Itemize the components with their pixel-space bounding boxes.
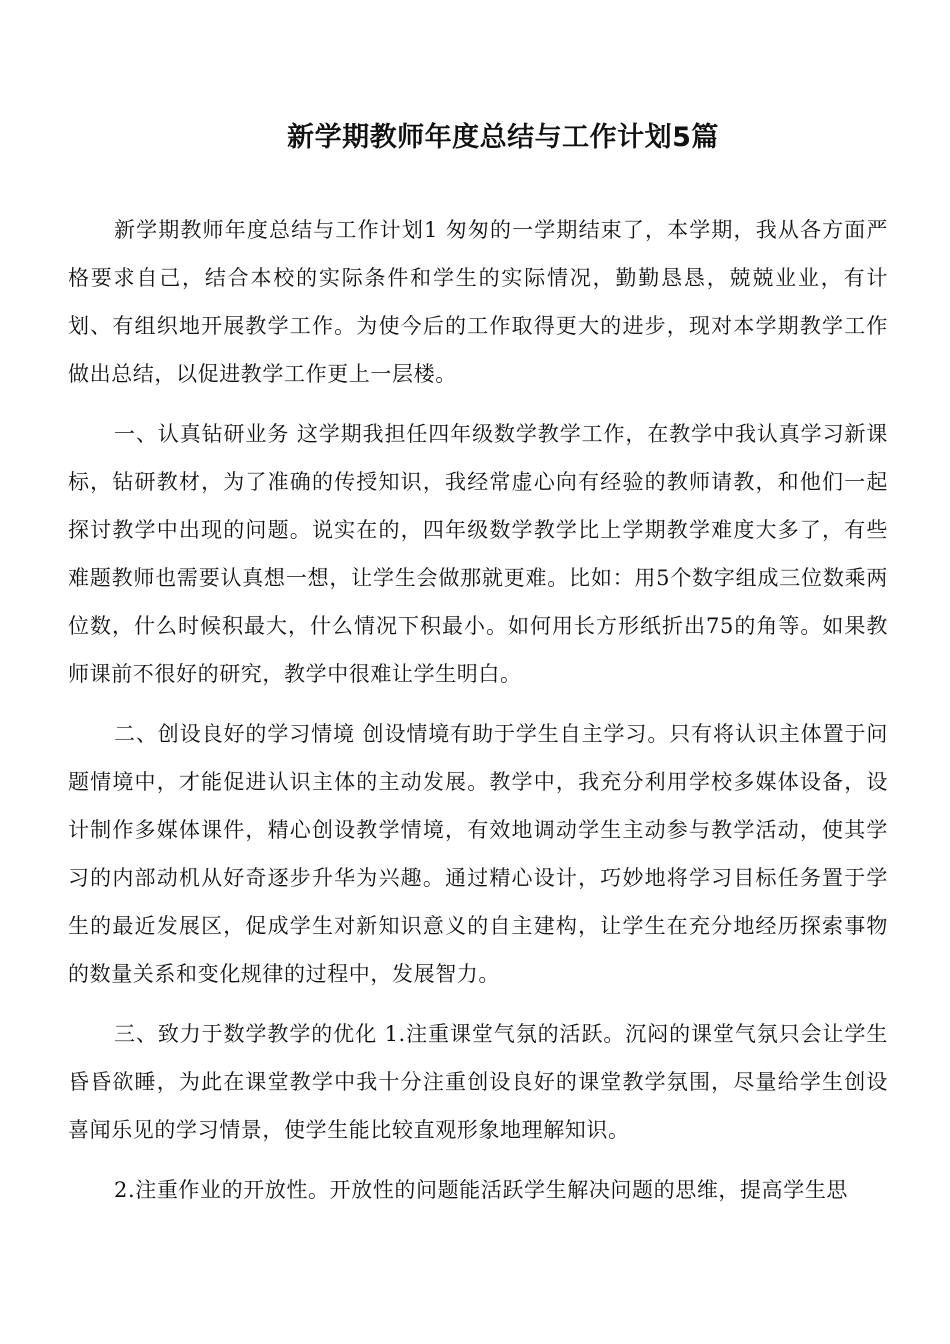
paragraph-section-3-item-2: 2.注重作业的开放性。开放性的问题能活跃学生解决问题的思维，提高学生思 [114,1178,849,1202]
paragraph-section-1: 一、认真钻研业务 这学期我担任四年级数学教学工作，在教学中我认真学习新课标，钻研教材，为了准确的传授知识，我经常虚心向有经验的教师请教，和他们一起探讨教学中出现的问题。说实在的，四年级数学教学比上学期教学难度大多了，有些难题教师也需要认真想一想，让学生会做那就更难。比如：用5个数字组成三位数乘两位数，什么时候积最大，什么情况下积最小。如何用长方形纸折出75的角等。如果教师课前不很好的研究，教学中很难让学生明白。 [68,422,888,686]
paragraph-intro: 新学期教师年度总结与工作计划1 匆匆的一学期结束了，本学期，我从各方面严格要求自己，结合本校的实际条件和学生的实际情况，勤勤恳恳，兢兢业业，有计划、有组织地开展教学工作。为使今后的工作取得更大的进步，现对本学期教学工作做出总结，以促进教学工作更上一层楼。 [68,218,888,386]
paragraph-section-3: 三、致力于数学教学的优化 1.注重课堂气氛的活跃。沉闷的课堂气氛只会让学生昏昏欲睡，为此在课堂教学中我十分注重创设良好的课堂教学氛围，尽量给学生创设喜闻乐见的学习情景，使学生能比较直观形象地理解知识。 [68,1022,888,1142]
document-body [68,206,888,1226]
paragraph-section-2: 二、创设良好的学习情境 创设情境有助于学生自主学习。只有将认识主体置于问题情境中，才能促进认识主体的主动发展。教学中，我充分利用学校多媒体设备，设计制作多媒体课件，精心创设教学情境，有效地调动学生主动参与教学活动，使其学习的内部动机从好奇逐步升华为兴趣。通过精心设计，巧妙地将学习目标任务置于学生的最近发展区，促成学生对新知识意义的自主建构，让学生在充分地经历探索事物的数量关系和变化规律的过程中，发展智力。 [68,722,888,986]
document-title: 新学期教师年度总结与工作计划5篇 [287,122,719,154]
